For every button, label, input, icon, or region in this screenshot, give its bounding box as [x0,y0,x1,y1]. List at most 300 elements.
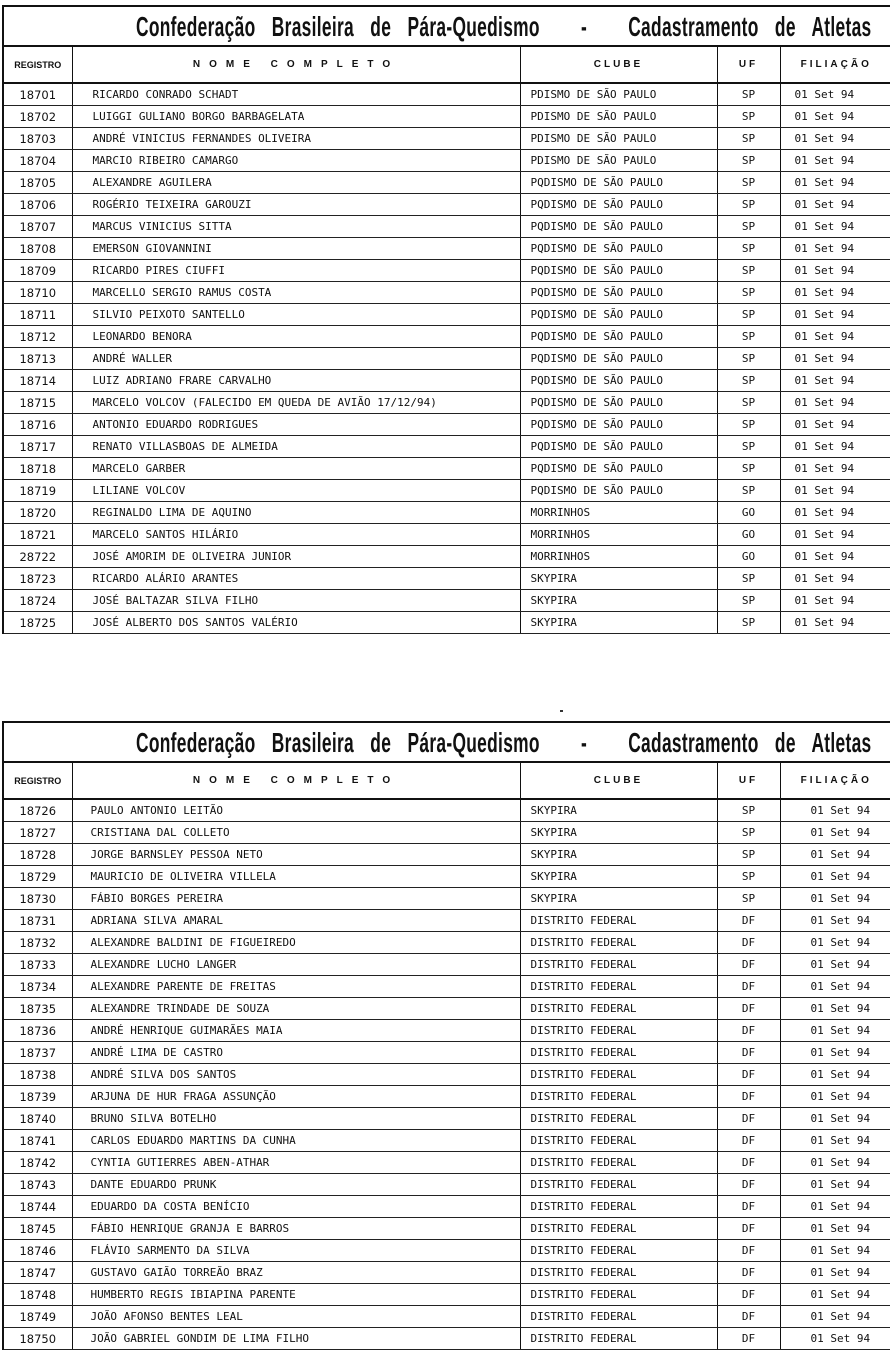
cell-filiacao: 01 Set 94 [780,1108,890,1130]
cell-clube: DISTRITO FEDERAL [520,1086,717,1108]
cell-nome: CYNTIA GUTIERRES ABEN-ATHAR [72,1152,520,1174]
cell-nome: REGINALDO LIMA DE AQUINO [72,502,520,524]
table-row [4,590,890,612]
cell-registro: 18716 [4,414,72,436]
table-row [4,866,890,888]
cell-registro: 18713 [4,348,72,370]
header-clube: CLUBE [520,47,717,83]
cell-clube: SKYPIRA [520,822,717,844]
table-row [4,106,890,128]
athlete-table [4,763,890,1350]
athlete-table-body [4,799,890,1350]
header-filiacao: FILIAÇÃO [780,763,890,799]
cell-filiacao: 01 Set 94 [780,888,890,910]
table-row [4,370,890,392]
cell-registro: 18724 [4,590,72,612]
cell-filiacao: 01 Set 94 [780,1064,890,1086]
cell-uf: DF [717,1218,780,1240]
cell-clube: DISTRITO FEDERAL [520,1240,717,1262]
table-row [4,998,890,1020]
table-row [4,524,890,546]
cell-registro: 18746 [4,1240,72,1262]
table-row [4,194,890,216]
cell-uf: DF [717,1152,780,1174]
cell-filiacao: 01 Set 94 [780,866,890,888]
cell-nome: ANDRÉ VINICIUS FERNANDES OLIVEIRA [72,128,520,150]
cell-filiacao: 01 Set 94 [780,954,890,976]
cell-registro: 18739 [4,1086,72,1108]
cell-nome: JOSÉ ALBERTO DOS SANTOS VALÉRIO [72,612,520,634]
cell-uf: DF [717,910,780,932]
table-row [4,1196,890,1218]
cell-filiacao: 01 Set 94 [780,480,890,502]
cell-registro: 18749 [4,1306,72,1328]
cell-clube: MORRINHOS [520,546,717,568]
table-row [4,954,890,976]
table-row [4,238,890,260]
cell-registro: 18710 [4,282,72,304]
cell-nome: LILIANE VOLCOV [72,480,520,502]
cell-registro: 18705 [4,172,72,194]
cell-registro: 18733 [4,954,72,976]
cell-nome: ROGÉRIO TEIXEIRA GAROUZI [72,194,520,216]
cell-registro: 18748 [4,1284,72,1306]
cell-uf: SP [717,194,780,216]
header-filiacao: FILIAÇÃO [780,47,890,83]
cell-registro: 18723 [4,568,72,590]
table-row [4,282,890,304]
table-row [4,1174,890,1196]
cell-filiacao: 01 Set 94 [780,282,890,304]
cell-clube: DISTRITO FEDERAL [520,1196,717,1218]
cell-filiacao: 01 Set 94 [780,568,890,590]
cell-registro: 18731 [4,910,72,932]
cell-filiacao: 01 Set 94 [780,799,890,822]
cell-registro: 18745 [4,1218,72,1240]
sheet-title-bar [4,7,890,47]
cell-clube: PQDISMO DE SÃO PAULO [520,282,717,304]
cell-clube: DISTRITO FEDERAL [520,1020,717,1042]
cell-registro: 18720 [4,502,72,524]
cell-filiacao: 01 Set 94 [780,1130,890,1152]
cell-nome: JOÃO GABRIEL GONDIM DE LIMA FILHO [72,1328,520,1350]
cell-uf: SP [717,888,780,910]
cell-clube: SKYPIRA [520,799,717,822]
cell-uf: SP [717,612,780,634]
cell-filiacao: 01 Set 94 [780,458,890,480]
cell-registro: 18721 [4,524,72,546]
cell-clube: SKYPIRA [520,866,717,888]
cell-uf: SP [717,260,780,282]
table-row [4,1240,890,1262]
cell-nome: JOSÉ AMORIM DE OLIVEIRA JUNIOR [72,546,520,568]
cell-registro: 28722 [4,546,72,568]
cell-registro: 18711 [4,304,72,326]
cell-registro: 18707 [4,216,72,238]
cell-nome: CARLOS EDUARDO MARTINS DA CUNHA [72,1130,520,1152]
cell-filiacao: 01 Set 94 [780,128,890,150]
header-uf: UF [717,47,780,83]
cell-nome: MARCELO SANTOS HILÁRIO [72,524,520,546]
cell-uf: DF [717,1262,780,1284]
cell-registro: 18701 [4,83,72,106]
cell-uf: GO [717,546,780,568]
table-row [4,1262,890,1284]
cell-clube: PQDISMO DE SÃO PAULO [520,304,717,326]
cell-clube: PQDISMO DE SÃO PAULO [520,436,717,458]
cell-clube: PQDISMO DE SÃO PAULO [520,414,717,436]
cell-clube: DISTRITO FEDERAL [520,1262,717,1284]
table-row [4,304,890,326]
cell-clube: DISTRITO FEDERAL [520,1328,717,1350]
cell-uf: SP [717,436,780,458]
cell-nome: MARCELLO SERGIO RAMUS COSTA [72,282,520,304]
sheet-title-bar [4,723,890,763]
cell-clube: SKYPIRA [520,888,717,910]
cell-uf: SP [717,216,780,238]
cell-nome: ALEXANDRE LUCHO LANGER [72,954,520,976]
cell-nome: PAULO ANTONIO LEITÃO [72,799,520,822]
cell-nome: MAURICIO DE OLIVEIRA VILLELA [72,866,520,888]
cell-registro: 18702 [4,106,72,128]
cell-filiacao: 01 Set 94 [780,172,890,194]
title-registration: Cadastramento de Atletas [628,11,872,42]
cell-registro: 18743 [4,1174,72,1196]
table-row [4,1328,890,1350]
cell-nome: RENATO VILLASBOAS DE ALMEIDA [72,436,520,458]
cell-filiacao: 01 Set 94 [780,436,890,458]
cell-filiacao: 01 Set 94 [780,1020,890,1042]
athlete-table [4,47,890,634]
header-nome: NOME COMPLETO [72,763,520,799]
cell-filiacao: 01 Set 94 [780,502,890,524]
cell-clube: PQDISMO DE SÃO PAULO [520,348,717,370]
cell-registro: 18750 [4,1328,72,1350]
cell-registro: 18742 [4,1152,72,1174]
cell-nome: HUMBERTO REGIS IBIAPINA PARENTE [72,1284,520,1306]
cell-nome: MARCUS VINICIUS SITTA [72,216,520,238]
table-row [4,976,890,998]
cell-registro: 18715 [4,392,72,414]
cell-filiacao: 01 Set 94 [780,590,890,612]
cell-filiacao: 01 Set 94 [780,304,890,326]
cell-uf: SP [717,568,780,590]
table-row [4,1284,890,1306]
cell-clube: PQDISMO DE SÃO PAULO [520,458,717,480]
cell-uf: SP [717,238,780,260]
table-row [4,348,890,370]
cell-nome: CRISTIANA DAL COLLETO [72,822,520,844]
cell-filiacao: 01 Set 94 [780,1152,890,1174]
cell-nome: ALEXANDRE AGUILERA [72,172,520,194]
cell-uf: DF [717,1042,780,1064]
athlete-sheet-2 [2,721,890,1350]
cell-registro: 18741 [4,1130,72,1152]
cell-clube: PDISMO DE SÃO PAULO [520,128,717,150]
cell-nome: MARCELO GARBER [72,458,520,480]
table-row [4,1064,890,1086]
cell-nome: ANDRÉ WALLER [72,348,520,370]
cell-registro: 18737 [4,1042,72,1064]
cell-registro: 18736 [4,1020,72,1042]
header-clube: CLUBE [520,763,717,799]
cell-filiacao: 01 Set 94 [780,1328,890,1350]
cell-uf: SP [717,172,780,194]
cell-clube: PQDISMO DE SÃO PAULO [520,260,717,282]
cell-filiacao: 01 Set 94 [780,1086,890,1108]
cell-registro: 18729 [4,866,72,888]
cell-filiacao: 01 Set 94 [780,106,890,128]
cell-uf: SP [717,480,780,502]
cell-uf: DF [717,1020,780,1042]
cell-nome: ANTONIO EDUARDO RODRIGUES [72,414,520,436]
cell-uf: SP [717,392,780,414]
table-row [4,1152,890,1174]
cell-nome: DANTE EDUARDO PRUNK [72,1174,520,1196]
cell-clube: DISTRITO FEDERAL [520,910,717,932]
cell-filiacao: 01 Set 94 [780,546,890,568]
table-row [4,172,890,194]
cell-clube: DISTRITO FEDERAL [520,1152,717,1174]
table-row [4,1108,890,1130]
cell-registro: 18704 [4,150,72,172]
cell-nome: LEONARDO BENORA [72,326,520,348]
title-separator: - [580,11,588,42]
cell-uf: SP [717,866,780,888]
cell-registro: 18747 [4,1262,72,1284]
table-row [4,1042,890,1064]
cell-registro: 18732 [4,932,72,954]
table-row [4,150,890,172]
table-row [4,1020,890,1042]
cell-uf: DF [717,1174,780,1196]
cell-clube: SKYPIRA [520,590,717,612]
cell-clube: DISTRITO FEDERAL [520,1284,717,1306]
cell-uf: DF [717,1086,780,1108]
cell-clube: DISTRITO FEDERAL [520,1130,717,1152]
table-header-row [4,47,890,83]
cell-filiacao: 01 Set 94 [780,216,890,238]
cell-uf: SP [717,348,780,370]
cell-registro: 18728 [4,844,72,866]
cell-uf: SP [717,799,780,822]
cell-nome: LUIGGI GULIANO BORGO BARBAGELATA [72,106,520,128]
cell-nome: ADRIANA SILVA AMARAL [72,910,520,932]
cell-nome: ARJUNA DE HUR FRAGA ASSUNÇÃO [72,1086,520,1108]
cell-filiacao: 01 Set 94 [780,976,890,998]
table-row [4,436,890,458]
cell-uf: SP [717,326,780,348]
cell-clube: DISTRITO FEDERAL [520,1218,717,1240]
cell-uf: DF [717,1284,780,1306]
cell-clube: DISTRITO FEDERAL [520,1042,717,1064]
cell-filiacao: 01 Set 94 [780,1218,890,1240]
cell-registro: 18735 [4,998,72,1020]
cell-clube: PQDISMO DE SÃO PAULO [520,370,717,392]
cell-registro: 18744 [4,1196,72,1218]
header-uf: UF [717,763,780,799]
cell-nome: ANDRÉ SILVA DOS SANTOS [72,1064,520,1086]
cell-uf: SP [717,590,780,612]
title-registration: Cadastramento de Atletas [628,727,872,758]
cell-uf: SP [717,128,780,150]
cell-clube: MORRINHOS [520,524,717,546]
cell-clube: PDISMO DE SÃO PAULO [520,150,717,172]
cell-filiacao: 01 Set 94 [780,1196,890,1218]
cell-registro: 18717 [4,436,72,458]
cell-uf: DF [717,1064,780,1086]
cell-filiacao: 01 Set 94 [780,1306,890,1328]
cell-nome: ALEXANDRE BALDINI DE FIGUEIREDO [72,932,520,954]
cell-uf: SP [717,822,780,844]
table-row [4,932,890,954]
cell-nome: RICARDO ALÁRIO ARANTES [72,568,520,590]
cell-filiacao: 01 Set 94 [780,932,890,954]
cell-clube: MORRINHOS [520,502,717,524]
cell-clube: DISTRITO FEDERAL [520,1108,717,1130]
header-nome: NOME COMPLETO [72,47,520,83]
cell-registro: 18718 [4,458,72,480]
cell-registro: 18712 [4,326,72,348]
cell-registro: 18725 [4,612,72,634]
cell-registro: 18730 [4,888,72,910]
cell-filiacao: 01 Set 94 [780,194,890,216]
cell-registro: 18714 [4,370,72,392]
cell-registro: 18738 [4,1064,72,1086]
cell-uf: DF [717,998,780,1020]
cell-clube: DISTRITO FEDERAL [520,1306,717,1328]
cell-clube: DISTRITO FEDERAL [520,998,717,1020]
cell-clube: PQDISMO DE SÃO PAULO [520,172,717,194]
cell-clube: DISTRITO FEDERAL [520,954,717,976]
cell-filiacao: 01 Set 94 [780,822,890,844]
cell-uf: DF [717,1328,780,1350]
scan-speck [560,710,563,712]
cell-registro: 18740 [4,1108,72,1130]
table-row [4,1130,890,1152]
table-row [4,458,890,480]
cell-filiacao: 01 Set 94 [780,392,890,414]
athlete-sheet-1 [2,5,890,634]
cell-nome: RICARDO PIRES CIUFFI [72,260,520,282]
cell-filiacao: 01 Set 94 [780,260,890,282]
cell-filiacao: 01 Set 94 [780,1174,890,1196]
cell-filiacao: 01 Set 94 [780,238,890,260]
cell-uf: SP [717,844,780,866]
cell-uf: DF [717,1306,780,1328]
cell-nome: LUIZ ADRIANO FRARE CARVALHO [72,370,520,392]
cell-clube: DISTRITO FEDERAL [520,976,717,998]
table-row [4,216,890,238]
cell-filiacao: 01 Set 94 [780,150,890,172]
table-row [4,888,890,910]
cell-nome: EMERSON GIOVANNINI [72,238,520,260]
table-row [4,612,890,634]
cell-filiacao: 01 Set 94 [780,414,890,436]
cell-clube: PQDISMO DE SÃO PAULO [520,216,717,238]
cell-nome: EDUARDO DA COSTA BENÍCIO [72,1196,520,1218]
table-row [4,83,890,106]
cell-nome: JORGE BARNSLEY PESSOA NETO [72,844,520,866]
cell-uf: SP [717,458,780,480]
table-row [4,414,890,436]
table-row [4,128,890,150]
cell-clube: SKYPIRA [520,568,717,590]
cell-filiacao: 01 Set 94 [780,326,890,348]
cell-nome: MARCELO VOLCOV (FALECIDO EM QUEDA DE AVIÃO 17/12/94) [72,392,520,414]
cell-registro: 18708 [4,238,72,260]
title-federation: Confederação Brasileira de Pára-Quedismo [136,727,540,758]
cell-uf: SP [717,150,780,172]
table-row [4,822,890,844]
table-row [4,1306,890,1328]
cell-clube: PDISMO DE SÃO PAULO [520,106,717,128]
cell-clube: PQDISMO DE SÃO PAULO [520,392,717,414]
cell-registro: 18727 [4,822,72,844]
cell-nome: GUSTAVO GAIÃO TORREÃO BRAZ [72,1262,520,1284]
cell-uf: SP [717,370,780,392]
cell-nome: ALEXANDRE TRINDADE DE SOUZA [72,998,520,1020]
cell-uf: DF [717,1240,780,1262]
cell-clube: PQDISMO DE SÃO PAULO [520,238,717,260]
table-row [4,799,890,822]
table-header-row [4,763,890,799]
cell-uf: DF [717,1108,780,1130]
cell-nome: FÁBIO BORGES PEREIRA [72,888,520,910]
cell-filiacao: 01 Set 94 [780,370,890,392]
table-row [4,326,890,348]
cell-clube: PDISMO DE SÃO PAULO [520,83,717,106]
header-registro: REGISTRO [4,763,72,799]
cell-clube: DISTRITO FEDERAL [520,1064,717,1086]
cell-registro: 18719 [4,480,72,502]
cell-nome: RICARDO CONRADO SCHADT [72,83,520,106]
cell-uf: SP [717,304,780,326]
cell-nome: FLÁVIO SARMENTO DA SILVA [72,1240,520,1262]
cell-uf: DF [717,954,780,976]
cell-uf: SP [717,106,780,128]
table-row [4,480,890,502]
cell-clube: SKYPIRA [520,612,717,634]
sheet-title [136,723,872,761]
cell-filiacao: 01 Set 94 [780,844,890,866]
cell-filiacao: 01 Set 94 [780,524,890,546]
table-row [4,1086,890,1108]
cell-filiacao: 01 Set 94 [780,998,890,1020]
cell-filiacao: 01 Set 94 [780,83,890,106]
cell-uf: DF [717,932,780,954]
table-row [4,910,890,932]
cell-filiacao: 01 Set 94 [780,348,890,370]
cell-nome: SILVIO PEIXOTO SANTELLO [72,304,520,326]
table-row [4,502,890,524]
cell-uf: SP [717,414,780,436]
cell-nome: BRUNO SILVA BOTELHO [72,1108,520,1130]
table-row [4,568,890,590]
cell-uf: DF [717,1130,780,1152]
cell-clube: SKYPIRA [520,844,717,866]
cell-registro: 18703 [4,128,72,150]
title-federation: Confederação Brasileira de Pára-Quedismo [136,11,540,42]
table-row [4,392,890,414]
cell-registro: 18709 [4,260,72,282]
cell-nome: JOSÉ BALTAZAR SILVA FILHO [72,590,520,612]
cell-uf: DF [717,976,780,998]
cell-uf: GO [717,502,780,524]
table-row [4,546,890,568]
cell-filiacao: 01 Set 94 [780,612,890,634]
cell-registro: 18726 [4,799,72,822]
